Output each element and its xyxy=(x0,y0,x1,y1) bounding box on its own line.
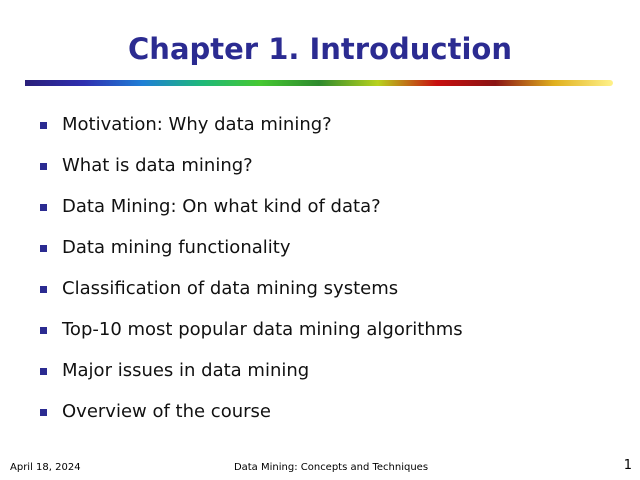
square-bullet-icon xyxy=(40,368,47,375)
bullet-item xyxy=(40,399,463,440)
bullet-item xyxy=(40,317,463,358)
square-bullet-icon xyxy=(40,286,47,293)
bullet-list xyxy=(40,112,463,440)
bullet-item xyxy=(40,112,463,153)
bullet-item xyxy=(40,358,463,399)
bullet-text: What is data mining? xyxy=(62,155,253,176)
square-bullet-icon xyxy=(40,122,47,129)
slide-title: Chapter 1. Introduction xyxy=(128,32,512,66)
square-bullet-icon xyxy=(40,204,47,211)
square-bullet-icon xyxy=(40,163,47,170)
bullet-text: Overview of the course xyxy=(62,401,271,422)
square-bullet-icon xyxy=(40,327,47,334)
bullet-text: Top-10 most popular data mining algorithms xyxy=(62,319,463,340)
bullet-item xyxy=(40,235,463,276)
title-rule xyxy=(25,80,613,86)
square-bullet-icon xyxy=(40,245,47,252)
bullet-item xyxy=(40,194,463,235)
square-bullet-icon xyxy=(40,409,47,416)
page-number: 1 xyxy=(623,458,632,473)
bullet-item xyxy=(40,276,463,317)
bullet-text: Classification of data mining systems xyxy=(62,278,399,299)
bullet-item xyxy=(40,153,463,194)
bullet-text: Data mining functionality xyxy=(62,237,291,258)
bullet-text: Data Mining: On what kind of data? xyxy=(62,196,381,217)
footer-date: April 18, 2024 xyxy=(10,462,81,473)
bullet-text: Motivation: Why data mining? xyxy=(62,114,332,135)
footer-title: Data Mining: Concepts and Techniques xyxy=(233,462,429,473)
bullet-text: Major issues in data mining xyxy=(62,360,310,381)
